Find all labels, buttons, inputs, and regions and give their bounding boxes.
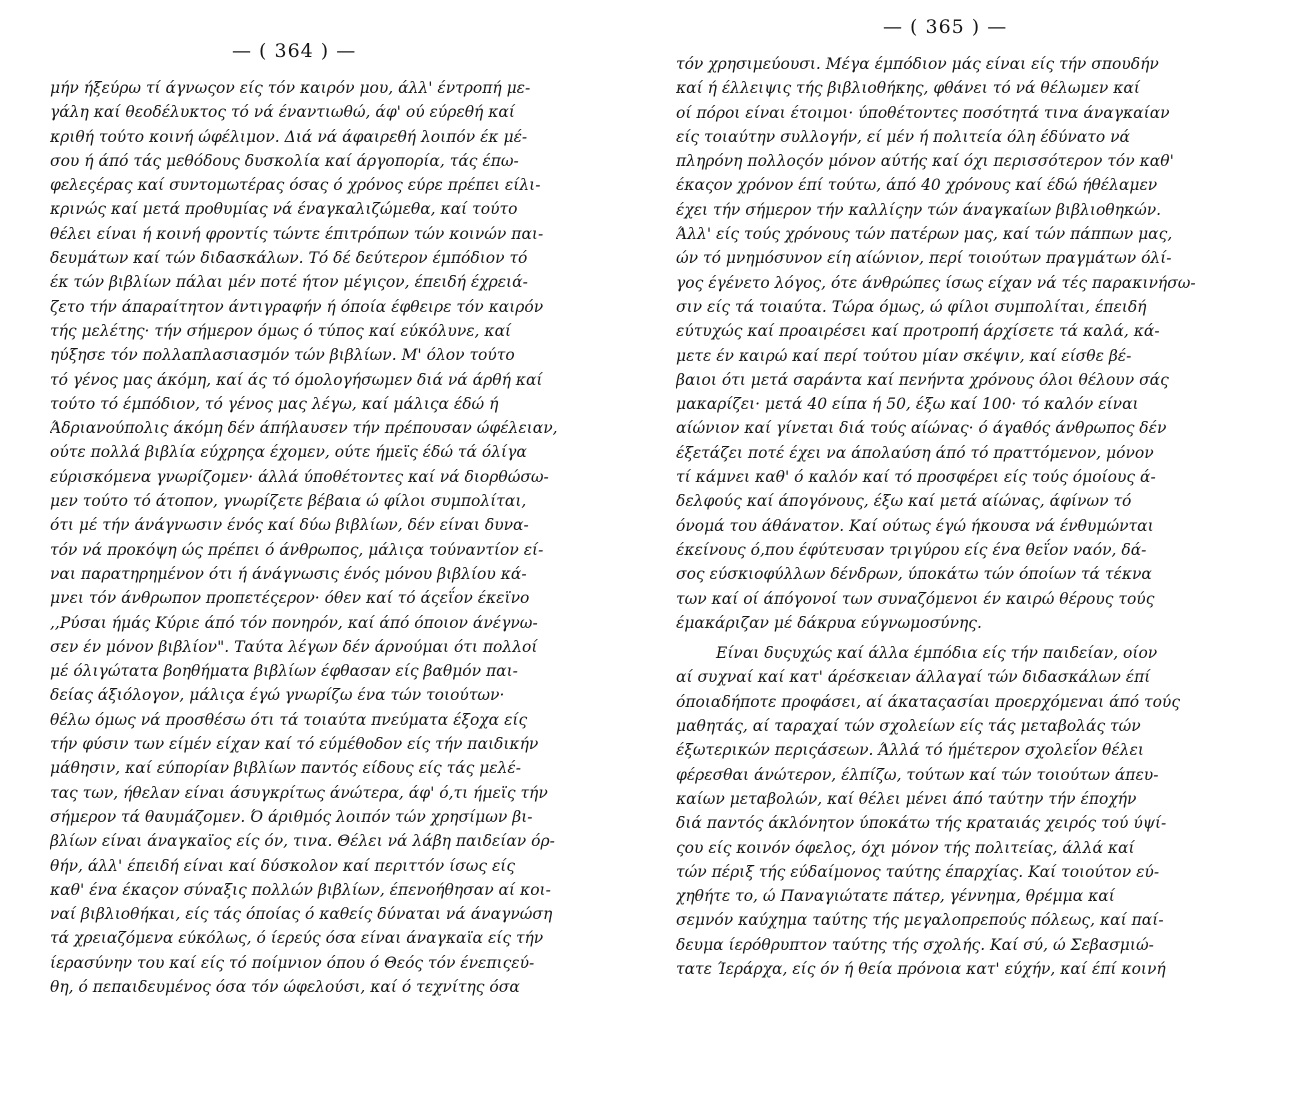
text-line: μήν ήξεύρω τί άγνωςον είς τόν καιρόν μου, άλλ' έντροπή με- (50, 79, 531, 97)
text-line: σεμνόν καύχημα ταύτης τής μεγαλοπρεπούς πόλεως, καί παί- (676, 911, 1164, 930)
text-line: είς τοιαύτην συλλογήν, εί μέν ή πολιτεία όλη έδύνατο νά (676, 127, 1131, 146)
page-number: — ( 365 ) — (883, 16, 1008, 38)
text-line: μακαρίζει· μετά 40 είπα ή 50, έξω καί 100· τό καλόν είναι (676, 395, 1139, 414)
text-line: αί συχναί καί κατ' άρέσκειαν άλλαγαί τών διδασκάλων έπί (676, 668, 1151, 687)
text-line: θη, ό πεπαιδευμένος όσα τόν ώφελούσι, καί ό τεχνίτης όσα (50, 977, 520, 996)
text-line: όποιαδήποτε προφάσει, αί άκαταςασίαι προερχόμεναι άπό τούς (676, 692, 1181, 711)
text-line: έμακάριζαν μέ δάκρυα εύγνωμοσύνης. (676, 613, 982, 632)
text-line: τόν νά προκόψη ώς πρέπει ό άνθρωπος, μάλιςα τούναντίον εί- (50, 540, 544, 559)
text-line: οί πόροι είναι έτοιμοι· ύποθέτοντες ποσότητά τινα άναγκαίαν (676, 103, 1170, 122)
text-line: θέλει είναι ή κοινή φροντίς τώντε έπιτρόπων τών κοινών παι- (50, 224, 544, 243)
text-line: τατε Ίεράρχα, είς όν ή θεία πρόνοια κατ' εύχήν, καί έπί κοινή (676, 959, 1166, 978)
text-line: ζετο τήν άπαραίτητον άντιγραφήν ή όποία έφθειρε τόν καιρόν (50, 297, 544, 316)
text-column (676, 52, 1266, 981)
text-line: μαθητάς, αί ταραχαί τών σχολείων είς τάς μεταβολάς τών (676, 717, 1141, 736)
text-column (50, 76, 622, 999)
text-line: σος εύσκιοφύλλων δένδρων, ύποκάτω τών όποίων τά τέκνα (676, 565, 1152, 584)
text-line: μνει τόν άνθρωπον προπετέςερον· όθεν καί τό άςεΐον έκεϊνο (50, 589, 530, 608)
text-line: τας των, ήθελαν είναι άσυγκρίτως άνώτερα, άφ' ό,τι ήμεϊς τήν (50, 783, 548, 802)
text-line: τήν φύσιν των είμέν είχαν καί τό εύμέθοδον είς τήν παιδικήν (50, 735, 539, 754)
text-line: ών τό μνημόσυνον είη αίώνιον, περί τοιούτων πραγμάτων όλί- (676, 249, 1172, 268)
text-line: κριθή τούτο κοινή ώφέλιμον. Διά νά άφαιρεθή λοιπόν έκ μέ- (50, 127, 528, 146)
text-line: καθ' ένα έκαςον σύναξις πολλών βιβλίων, έπενοήθησαν αί κοι- (50, 880, 551, 899)
text-line: έξωτερικών περιςάσεων. Άλλά τό ήμέτερον σχολεΐον θέλει (676, 741, 1144, 760)
text-line: διά παντός άκλόνητον ύποκάτω τής κραταιάς χειρός τού ύψί- (676, 814, 1167, 833)
text-line: σου ή άπό τάς μεθόδους δυσκολία καί άργοπορία, τάς έπω- (50, 151, 519, 170)
text-line: Άδριανούπολις άκόμη δέν άπήλαυσεν τήν πρέπουσαν ώφέλειαν, (50, 419, 558, 438)
text-line: βαιοι ότι μετά σαράντα καί πενήντα χρόνους όλοι θέλουν σάς (676, 370, 1169, 389)
text-line: τούτο τό έμπόδιον, τό γένος μας λέγω, καί μάλιςα έδώ ή (50, 394, 499, 413)
text-line: βλίων είναι άναγκαϊος είς όν, τινα. Θέλει νά λάβη παιδείαν όρ- (50, 832, 555, 851)
text-line: ούτε πολλά βιβλία εύχρηςα έχομεν, ούτε ήμεϊς έδώ τά όλίγα (50, 443, 527, 462)
text-line: δείας άξιόλογον, μάλιςα έγώ γνωρίζω ένα τών τοιούτων· (50, 686, 505, 705)
text-line: αίώνιον καί γίνεται διά τούς αίώνας· ό άγαθός άνθρωπος δέν (676, 419, 1167, 438)
text-line: δευμα ίερόθρυπτον ταύτης τής σχολής. Καί σύ, ώ Σεβασμιώ- (676, 935, 1154, 954)
text-line: φέρεσθαι άνώτερον, έλπίζω, τούτων καί τών τοιούτων άπευ- (676, 765, 1159, 784)
text-line: ίερασύνην του καί είς τό ποίμνιον όπου ό Θεός τόν ένεπιςεύ- (50, 953, 535, 972)
text-line: θήν, άλλ' έπειδή είναι καί δύσκολον καί περιττόν ίσως είς (50, 856, 516, 875)
text-line: μάθησιν, καί εύπορίαν βιβλίων παντός είδους είς τάς μελέ- (50, 759, 521, 778)
text-line: τί κάμνει καθ' ό καλόν καί τό προσφέρει είς τούς όμοίους ά- (676, 468, 1156, 487)
text-line: έκείνους ό,που έφύτευσαν τριγύρου είς ένα θεΐον ναόν, δά- (676, 540, 1147, 559)
text-line: ηύξησε τόν πολλαπλασιασμόν τών βιβλίων. Μ' όλον τούτο (50, 346, 515, 365)
text-line: γάλη καί θεοδέλυκτος τό νά έναντιωθώ, άφ' ού εύρεθή καί (50, 103, 515, 122)
text-line: μέ όλιγώτατα βοηθήματα βιβλίων έφθασαν είς βαθμόν παι- (50, 662, 518, 681)
text-line: έχει τήν σήμερον τήν καλλίςην τών άναγκαίων βιβλιοθηκών. (676, 200, 1162, 219)
text-line: δευμάτων καί τών διδασκάλων. Τό δέ δεύτερον έμπόδιον τό (50, 249, 528, 268)
text-line: των καί οί άπόγονοί των συναζόμενοι έν καιρώ θέρους τούς (676, 589, 1155, 608)
text-line: ναι παρατηρημένον ότι ή άνάγνωσις ένός μόνου βιβλίου κά- (50, 564, 527, 583)
text-line: εύρισκόμενα γνωρίζομεν· άλλά ύποθέτοντες καί νά διορθώσω- (50, 467, 549, 486)
text-line: εύτυχώς καί προαιρέσει καί προτροπή άρχίσετε τά καλά, κά- (676, 322, 1160, 341)
text-line: τόν χρησιμεύουσι. Μέγα έμπόδιον μάς είναι είς τήν σπουδήν (676, 55, 1159, 73)
text-line: ότι μέ τήν άνάγνωσιν ένός καί δύω βιβλίων, δέν είναι δυνα- (50, 516, 529, 535)
text-line: ναί βιβλιοθήκαι, είς τάς όποίας ό καθείς δύναται νά άναγνώση (50, 905, 553, 924)
text-line: σήμερον τά θαυμάζομεν. Ό άριθμός λοιπόν τών χρησίμων βι- (50, 807, 533, 826)
text-line: καίων μεταβολών, καί θέλει μένει άπό ταύτην τήν έποχήν (676, 789, 1137, 808)
text-line: θέλω όμως νά προσθέσω ότι τά τοιαύτα πνεύματα έξοχα είς (50, 710, 528, 729)
text-line: δελφούς καί άπογόνους, έξω καί μετά αίώνας, άφίνων τό (676, 492, 1132, 511)
text-line: γος έγένετο λόγος, ότε άνθρώπες ίσως είχαν νά τές παρακινήσω- (676, 273, 1196, 292)
text-line: κρινώς καί μετά προθυμίας νά έναγκαλιζώμεθα, καί τούτο (50, 200, 518, 219)
text-line: καί ή έλλειψις τής βιβλιοθήκης, φθάνει τό νά θέλωμεν καί (676, 79, 1140, 98)
text-line: ,,Ρύσαι ήμάς Κύριε άπό τόν πονηρόν, καί άπό όποιον άνέγνω- (50, 613, 538, 632)
text-line: έκ τών βιβλίων πάλαι μέν ποτέ ήτον μέγιςον, έπειδή έχρειά- (50, 273, 528, 292)
text-line: τών πέριξ τής εύδαίμονος ταύτης έπαρχίας. Καί τοιούτον εύ- (676, 862, 1160, 881)
text-line: σεν έν μόνον βιβλίον". Ταύτα λέγων δέν άρνούμαι ότι πολλοί (50, 637, 538, 656)
text-line: φελεςέρας καί συντομωτέρας όσας ό χρόνος εύρε πρέπει είλι- (50, 176, 541, 195)
text-line: σιν είς τά τοιαύτα. Τώρα όμως, ώ φίλοι συμπολίται, έπειδή (676, 297, 1147, 316)
text-line: Άλλ' είς τούς χρόνους τών πατέρων μας, καί τών πάππων μας, (676, 225, 1173, 244)
text-line: μετε έν καιρώ καί περί τούτου μίαν σκέψιν, καί είσθε βέ- (676, 346, 1132, 365)
text-line: τής μελέτης· τήν σήμερον όμως ό τύπος καί εύκόλυνε, καί (50, 321, 512, 340)
text-line: έκαςον χρόνον έπί τούτω, άπό 40 χρόνους καί έδώ ήθέλαμεν (676, 176, 1158, 195)
text-line: χηθήτε το, ώ Παναγιώτατε πάτερ, γέννημα, θρέμμα καί (676, 887, 1115, 906)
text-line: Είναι δυςυχώς καί άλλα έμπόδια είς τήν παιδείαν, οίον (716, 644, 1158, 663)
text-line: έξετάζει ποτέ έχει να άπολαύση άπό τό πραττόμενον, μόνον (676, 443, 1154, 462)
text-line: μεν τούτο τό άτοπον, γνωρίζετε βέβαια ώ φίλοι συμπολίται, (50, 492, 527, 511)
text-line: τό γένος μας άκόμη, καί άς τό όμολογήσωμεν διά νά άρθή καί (50, 370, 543, 389)
text-line: ςου είς κοινόν όφελος, όχι μόνον τής πολιτείας, άλλά καί (676, 838, 1135, 857)
text-line: τά χρειαζόμενα εύκόλως, ό ίερεύς όσα είναι άναγκαϊα είς τήν (50, 929, 544, 948)
text-line: πληρόνη πολλοςόν μόνον αύτής καί όχι περισσότερον τόν καθ' (676, 152, 1174, 171)
page-number: — ( 364 ) — (232, 40, 357, 62)
right-page (648, 0, 1291, 1097)
text-line: όνομά του άθάνατον. Καί ούτως έγώ ήκουσα νά ένθυμώνται (676, 516, 1154, 535)
